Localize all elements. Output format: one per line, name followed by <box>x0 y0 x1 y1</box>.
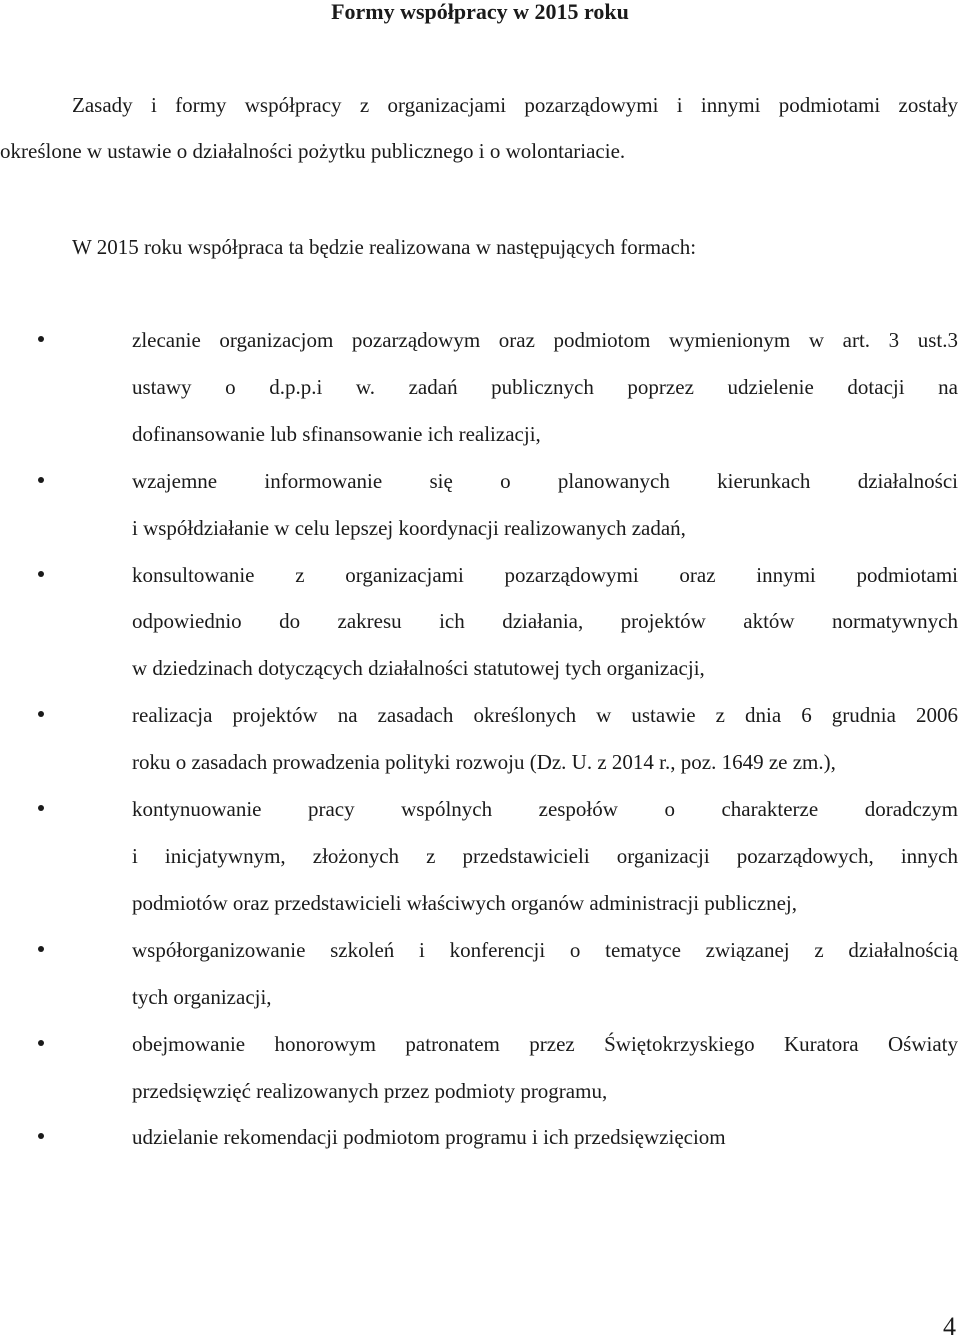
intro-line-1: Zasady i formy współpracy z organizacjami pozarządowymi i innymi podmiotami zostały <box>72 93 958 117</box>
list-item <box>0 692 958 786</box>
bullet-icon <box>38 477 44 483</box>
list-item-line: konsultowanie z organizacjami pozarządowymi oraz innymi podmiotami <box>132 562 958 587</box>
list-item-line: odpowiednio do zakresu ich działania, projektów aktów normatywnych <box>132 609 958 634</box>
list-item-line: ustawy o d.p.p.i w. zadań publicznych poprzez udzielenie dotacji na <box>132 374 958 399</box>
bullet-icon <box>38 805 44 811</box>
list-item <box>0 317 958 458</box>
list-item <box>0 786 958 927</box>
list-item-line: współorganizowanie szkoleń i konferencji o tematyce związanej z działalnością <box>132 937 958 962</box>
page-number: 4 <box>943 1312 956 1341</box>
list-item-line: podmiotów oraz przedstawicieli właściwych organów administracji publicznej, <box>132 890 797 915</box>
list-item-line: zlecanie organizacjom pozarządowym oraz podmiotom wymienionym w art. 3 ust.3 <box>132 328 958 352</box>
bullet-icon <box>38 336 44 342</box>
bullet-icon <box>38 1133 44 1139</box>
document-title: Formy współpracy w 2015 roku <box>331 0 629 24</box>
lead-sentence: W 2015 roku współpraca ta będzie realizowana w następujących formach: <box>72 235 697 259</box>
bullet-icon <box>38 1040 44 1046</box>
list-item-line: realizacja projektów na zasadach określonych w ustawie z dnia 6 grudnia 2006 <box>132 703 958 728</box>
forms-list <box>0 317 960 1161</box>
list-item <box>0 927 958 1021</box>
list-item <box>0 1114 958 1161</box>
list-item-line: przedsięwzięć realizowanych przez podmioty programu, <box>132 1078 608 1103</box>
list-item-line: udzielanie rekomendacji podmiotom programu i ich przedsięwzięciom <box>132 1125 726 1150</box>
bullet-icon <box>38 946 44 952</box>
intro-paragraph <box>0 82 958 174</box>
list-item-line: i inicjatywnym, złożonych z przedstawicieli organizacji pozarządowych, innych <box>132 843 958 868</box>
list-item <box>0 552 958 693</box>
list-item <box>0 458 958 552</box>
list-item-line: obejmowanie honorowym patronatem przez Świętokrzyskiego Kuratora Oświaty <box>132 1031 958 1056</box>
bullet-icon <box>38 711 44 717</box>
list-item-line: roku o zasadach prowadzenia polityki rozwoju (Dz. U. z 2014 r., poz. 1649 ze zm.), <box>132 750 836 775</box>
list-item-line: wzajemne informowanie się o planowanych kierunkach działalności <box>132 468 958 493</box>
list-item-line: tych organizacji, <box>132 984 272 1009</box>
list-item-line: w dziedzinach dotyczących działalności statutowej tych organizacji, <box>132 656 705 681</box>
list-item <box>0 1021 958 1115</box>
list-item-line: kontynuowanie pracy wspólnych zespołów o charakterze doradczym <box>132 797 958 822</box>
intro-line-2: określone w ustawie o działalności pożytku publicznego i o wolontariacie. <box>0 139 626 163</box>
list-item-line: dofinansowanie lub sfinansowanie ich realizacji, <box>132 421 541 446</box>
bullet-icon <box>38 571 44 577</box>
list-item-line: i współdziałanie w celu lepszej koordynacji realizowanych zadań, <box>132 515 686 540</box>
